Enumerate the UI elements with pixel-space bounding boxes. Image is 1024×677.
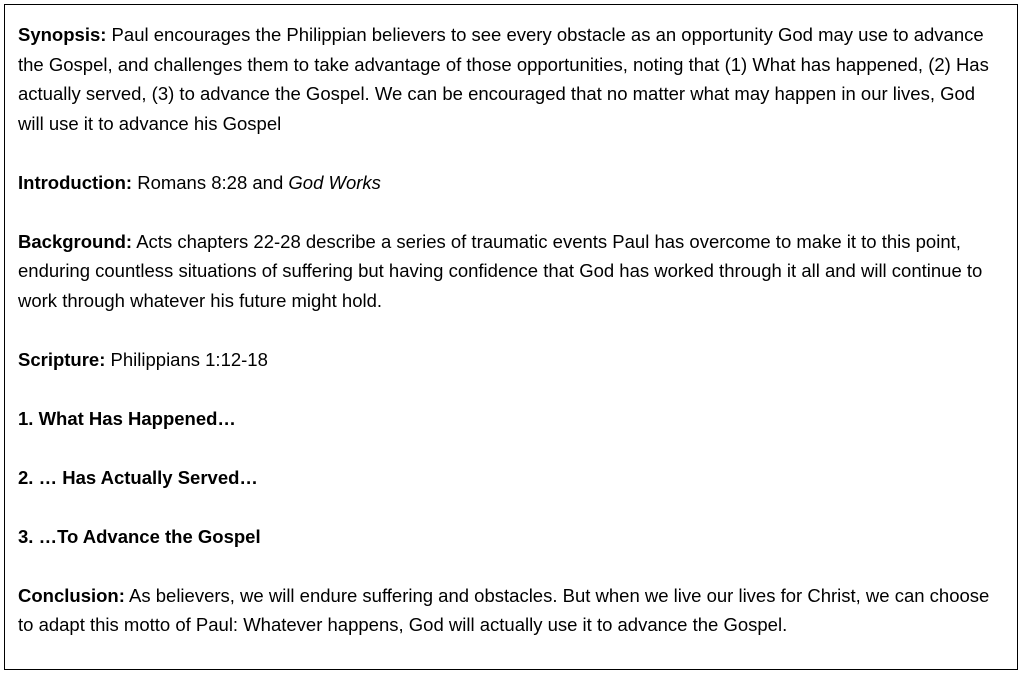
introduction-label: Introduction: [18, 171, 133, 193]
scripture-paragraph [18, 345, 1003, 375]
synopsis-section [18, 20, 1003, 138]
synopsis-text: Paul encourages the Philippian believers to see every obstacle as an opportunity God may use to advance the Gospel, and challenges them to take advantage of those opportunities, noting that (1) What has happened, (2) Has actually served, (3) to advance the Gospel. We can be encouraged that no matter what may happen in our lives, God will use it to advance his Gospel [18, 24, 989, 134]
background-text: Acts chapters 22-28 describe a series of traumatic events Paul has overcome to make it to this point, enduring countless situations of suffering but having confidence that God has worked through it all and will continue to work through whatever his future might hold. [18, 230, 983, 311]
introduction-italic-title: God Works [288, 171, 381, 193]
scripture-section [18, 345, 1003, 375]
background-label: Background: [18, 230, 133, 252]
conclusion-paragraph [18, 581, 1003, 640]
sermon-outline-box [4, 4, 1018, 670]
point-heading-2: 2. … Has Actually Served… [18, 466, 258, 488]
conclusion-label: Conclusion: [18, 584, 125, 606]
point-heading-1: 1. What Has Happened… [18, 407, 236, 429]
synopsis-label: Synopsis: [18, 24, 107, 45]
conclusion-section [18, 581, 1003, 640]
conclusion-text: As believers, we will endure suffering and obstacles. But when we live our lives for Christ, we can choose to adapt this motto of Paul: Whatever happens, God will actually use it to advance the Gospel. [18, 584, 990, 635]
introduction-paragraph [18, 168, 1003, 198]
introduction-text: Romans 8:28 and [132, 171, 289, 193]
scripture-text: Philippians 1:12-18 [105, 348, 268, 370]
background-paragraph [18, 227, 1003, 316]
background-section [18, 227, 1003, 316]
point-heading-3: 3. …To Advance the Gospel [18, 525, 261, 547]
scripture-label: Scripture: [18, 348, 106, 370]
synopsis-paragraph [18, 20, 1003, 138]
introduction-section [18, 168, 1003, 198]
